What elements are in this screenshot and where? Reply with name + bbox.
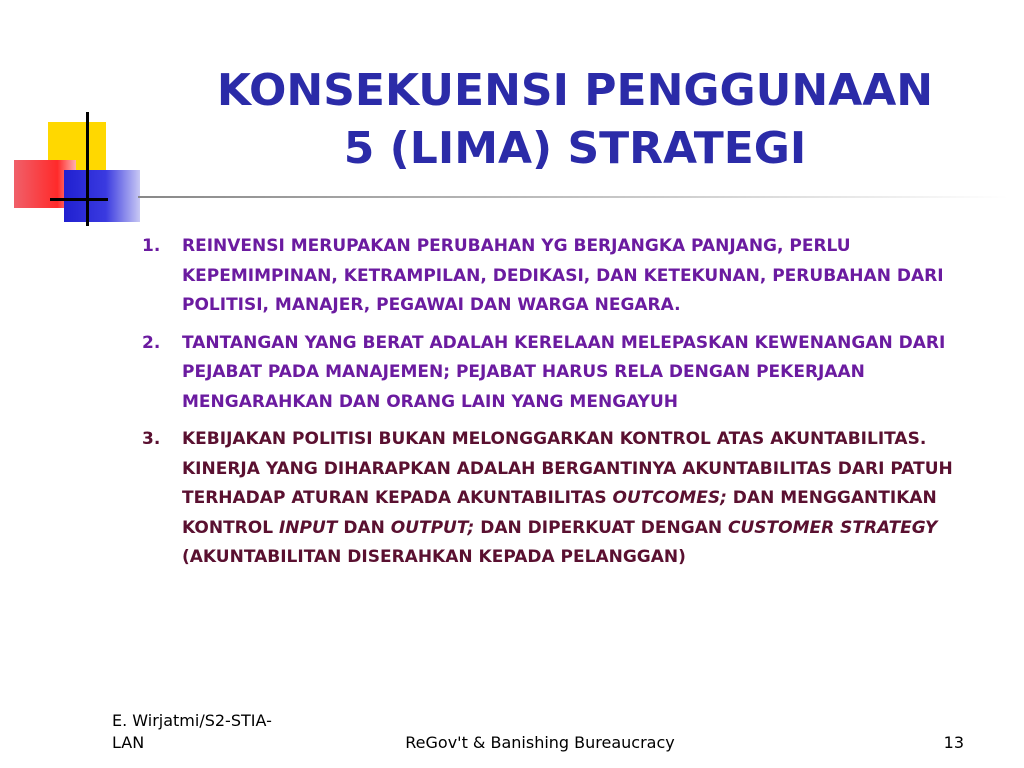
text-segment-italic: OUTCOMES; (612, 488, 727, 508)
footer-author-line1: E. Wirjatmi/S2-STIA- (112, 711, 272, 730)
list-item-number: 2. (142, 332, 161, 353)
text-segment: DAN DIPERKUAT DENGAN (474, 517, 728, 538)
list-item (142, 329, 1002, 418)
decorative-logo (0, 0, 150, 240)
strategy-consequence-list (142, 232, 1002, 581)
text-segment-italic: OUTPUT; (390, 517, 475, 538)
slide-title (140, 62, 1010, 178)
list-item-number: 3. (142, 429, 161, 449)
page-number: 13 (943, 733, 964, 752)
slide-title-line2: 5 (LIMA) STRATEGI (343, 123, 807, 174)
text-segment: KEBIJAKAN POLITISI BUKAN MELONGGARKAN KONTROL ATAS AKUNTABILITAS. KINERJA YANG DIHARAPKAN ADALAH BERGANTINYA AKUNTABILITAS DARI PATUH TERHADAP ATURAN KEPADA AKUNTABILITAS (182, 429, 953, 508)
list-item-text (182, 429, 953, 567)
list-item-text: TANTANGAN YANG BERAT ADALAH KERELAAN MELEPASKAN KEWENANGAN DARI PEJABAT PADA MANAJEMEN; PEJABAT HARUS RELA DENGAN PEKERJAAN MENGARAHKAN DAN ORANG LAIN YANG MENGAYUH (182, 332, 946, 412)
list-item (142, 232, 1002, 321)
logo-vertical-line (86, 112, 89, 226)
footer-author (112, 710, 312, 754)
text-segment: DAN MENGGANTIKAN KONTROL (182, 488, 937, 538)
list-item-text: REINVENSI MERUPAKAN PERUBAHAN YG BERJANGKA PANJANG, PERLU KEPEMIMPINAN, KETRAMPILAN, DEDIKASI, DAN KETEKUNAN, PERUBAHAN DARI POLITISI, MANAJER, PEGAWAI DAN WARGA NEGARA. (182, 236, 944, 315)
text-segment-italic: INPUT (278, 517, 338, 538)
logo-horizontal-line (50, 198, 108, 201)
title-divider (138, 196, 1008, 198)
logo-blue-square (64, 170, 140, 222)
text-segment: DAN (337, 517, 391, 538)
footer-title: ReGov't & Banishing Bureaucracy (405, 733, 675, 752)
slide-title-line1: KONSEKUENSI PENGGUNAAN (216, 65, 934, 116)
list-item (142, 425, 1002, 573)
list-item-number: 1. (142, 236, 161, 256)
text-segment: (AKUNTABILITAN DISERAHKAN KEPADA PELANGGAN) (182, 547, 686, 567)
footer-author-line2: LAN (112, 733, 145, 752)
text-segment-italic: CUSTOMER STRATEGY (728, 517, 938, 538)
